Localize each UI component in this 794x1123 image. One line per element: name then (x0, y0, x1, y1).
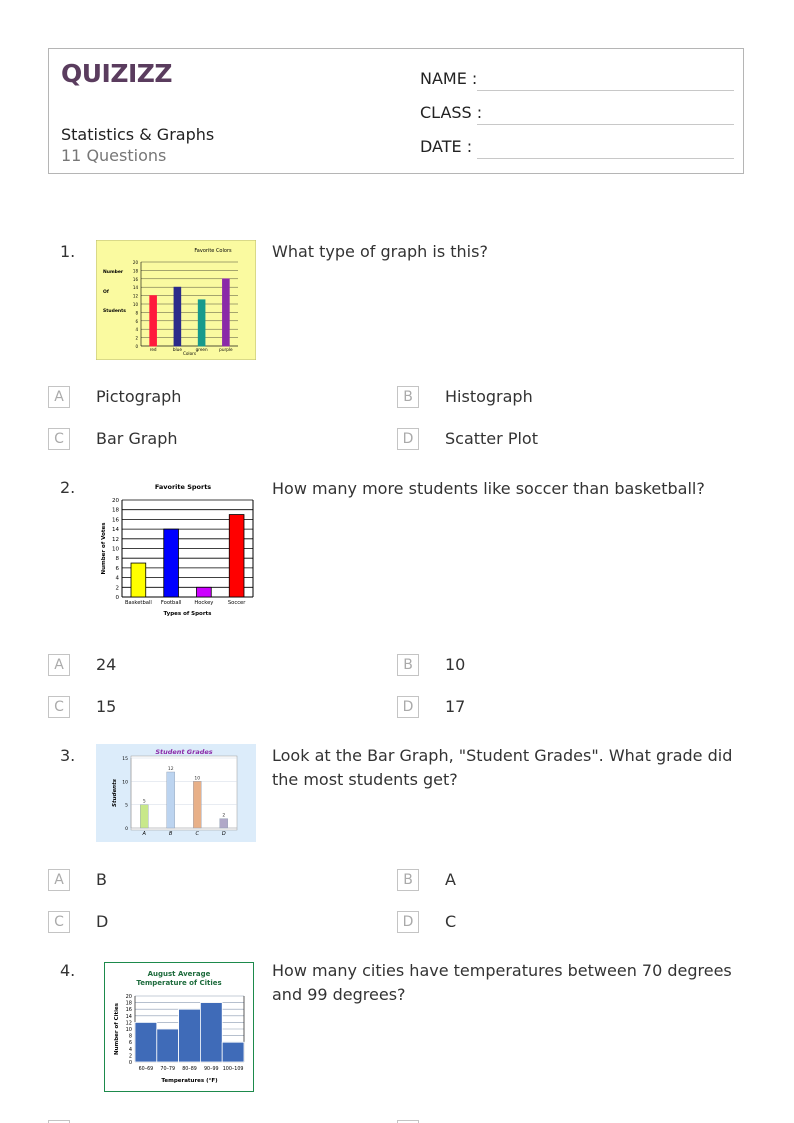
category-label: 90–99 (203, 1067, 219, 1072)
y-tick-label: 6 (115, 565, 119, 572)
category-label: 70–79 (160, 1067, 176, 1072)
x-axis-label: Types of Sports (163, 611, 212, 617)
option-letter: C (48, 911, 70, 933)
bar (164, 529, 179, 597)
y-tick-label: 18 (132, 268, 138, 274)
question-number: 2. (60, 478, 76, 497)
bar (197, 587, 212, 597)
bar (157, 1029, 179, 1062)
y-tick-label: 2 (115, 585, 119, 592)
class-label: CLASS : (420, 103, 483, 122)
y-tick-label: 12 (125, 1020, 132, 1027)
bar (150, 296, 157, 346)
bar (198, 300, 205, 346)
y-axis-label: Number of Votes (101, 522, 107, 575)
option-text: Bar Graph (96, 429, 178, 448)
y-tick-label: 15 (122, 757, 128, 762)
category-label: blue (172, 347, 182, 352)
y-tick-label: 16 (125, 1007, 132, 1014)
chart-title: Student Grades (155, 748, 213, 756)
worksheet-header (48, 48, 744, 174)
bar (222, 1042, 244, 1062)
y-axis-label: Students (103, 309, 126, 314)
bar (179, 1009, 201, 1062)
worksheet-title: Statistics & Graphs (61, 125, 215, 144)
y-tick-label: 5 (125, 803, 128, 809)
y-tick-label: 20 (132, 260, 138, 265)
august-temperature-chart (104, 962, 254, 1092)
y-axis-label: Students (112, 779, 118, 807)
category-label: red (149, 347, 157, 352)
date-field[interactable] (420, 137, 734, 161)
question-text: How many cities have temperatures between 70 degrees and 99 degrees? (272, 961, 732, 1004)
y-tick-label: 2 (135, 335, 138, 341)
category-label: 60–69 (138, 1067, 154, 1072)
data-label: 12 (167, 767, 174, 772)
x-axis-label: Colors (182, 351, 197, 356)
question-count: 11 Questions (61, 146, 167, 165)
question-number: 1. (60, 242, 76, 261)
data-label: 2 (222, 813, 226, 819)
y-tick-label: 4 (115, 575, 119, 582)
chart-title: Favorite Colors (194, 248, 232, 254)
y-tick-label: 8 (128, 1033, 132, 1040)
y-tick-label: 2 (128, 1053, 132, 1060)
category-label: A (142, 831, 146, 837)
option-text: 15 (96, 697, 117, 716)
option-letter: D (397, 911, 419, 933)
category-label: purple (219, 347, 233, 352)
y-axis-label: Number (103, 270, 124, 275)
bar (193, 781, 201, 828)
name-field[interactable] (420, 69, 734, 93)
category-label: green (195, 347, 208, 352)
option-letter: A (48, 869, 70, 891)
bar (220, 819, 228, 828)
option-text: C (445, 912, 457, 931)
favorite-sports-chart (96, 478, 256, 620)
question-number: 3. (60, 746, 76, 765)
option-text: B (96, 870, 107, 889)
y-tick-label: 20 (112, 498, 119, 504)
bar (200, 1003, 222, 1062)
name-line[interactable] (477, 90, 734, 91)
y-tick-label: 8 (135, 310, 138, 316)
category-label: C (195, 831, 199, 837)
class-line[interactable] (477, 124, 734, 125)
question-number: 4. (60, 961, 76, 980)
option-text: 17 (445, 697, 466, 716)
chart-title: Favorite Sports (154, 483, 212, 491)
question-text: What type of graph is this? (272, 242, 488, 261)
option-letter: B (397, 386, 419, 408)
y-tick-label: 4 (128, 1046, 132, 1053)
y-axis-label: Number of Cities (114, 1002, 120, 1056)
option-letter: D (397, 696, 419, 718)
date-line[interactable] (477, 158, 734, 159)
option-text: A (445, 870, 456, 889)
category-label: D (221, 831, 226, 837)
y-tick-label: 10 (122, 780, 128, 786)
name-label: NAME : (420, 69, 478, 88)
y-tick-label: 8 (115, 556, 119, 563)
bar (131, 563, 146, 597)
y-tick-label: 4 (135, 327, 138, 333)
question-text: Look at the Bar Graph, "Student Grades". What grade did the most students get? (272, 746, 733, 789)
bar (174, 287, 181, 346)
data-label: 10 (194, 776, 201, 782)
y-tick-label: 0 (128, 1060, 132, 1066)
option-text: 10 (445, 655, 466, 674)
option-text: 24 (96, 655, 117, 674)
y-tick-label: 14 (125, 1013, 132, 1020)
y-tick-label: 0 (115, 595, 119, 601)
date-label: DATE : (420, 137, 473, 156)
category-label: B (169, 831, 173, 837)
y-tick-label: 12 (132, 293, 138, 299)
y-tick-label: 10 (112, 546, 119, 553)
y-tick-label: 18 (112, 507, 119, 514)
y-tick-label: 12 (112, 536, 119, 543)
option-letter: A (48, 386, 70, 408)
category-label: 100–109 (222, 1067, 244, 1072)
y-tick-label: 20 (125, 994, 132, 1000)
y-tick-label: 18 (125, 1000, 132, 1007)
category-label: Football (160, 600, 182, 606)
chart-title: August Average (147, 970, 211, 978)
y-tick-label: 6 (128, 1040, 132, 1047)
y-axis-label: Of (103, 290, 109, 295)
question-text: How many more students like soccer than basketball? (272, 479, 705, 498)
bar (167, 772, 175, 828)
quizizz-logo: QUIZIZZ (61, 59, 173, 88)
option-letter: C (48, 428, 70, 450)
y-tick-label: 0 (135, 344, 138, 349)
y-tick-label: 6 (135, 318, 138, 324)
favorite-colors-chart (96, 240, 256, 360)
option-letter: C (48, 696, 70, 718)
option-text: Scatter Plot (445, 429, 538, 448)
class-field[interactable] (420, 103, 734, 127)
option-text: D (96, 912, 109, 931)
category-label: Soccer (227, 600, 246, 606)
bar (135, 1022, 157, 1062)
y-tick-label: 16 (112, 517, 119, 524)
option-letter: B (397, 654, 419, 676)
x-axis-label: Temperatures (°F) (161, 1078, 218, 1084)
student-grades-chart (96, 744, 256, 842)
bar (222, 279, 229, 346)
y-tick-label: 14 (132, 285, 138, 291)
category-label: Basketball (124, 600, 152, 606)
option-text: Histograph (445, 387, 533, 406)
y-tick-label: 14 (112, 527, 119, 534)
y-tick-label: 10 (125, 1027, 132, 1033)
option-text: Pictograph (96, 387, 182, 406)
option-letter: B (397, 869, 419, 891)
bar (140, 805, 148, 828)
y-tick-label: 16 (132, 276, 138, 282)
category-label: Hockey (194, 600, 214, 606)
option-letter: D (397, 428, 419, 450)
category-label: 80–89 (182, 1067, 197, 1072)
y-tick-label: 0 (125, 827, 128, 832)
option-letter: A (48, 654, 70, 676)
data-label: 5 (142, 799, 146, 805)
bar (229, 515, 244, 597)
y-tick-label: 10 (132, 302, 138, 307)
chart-title: Temperature of Cities (136, 979, 222, 987)
